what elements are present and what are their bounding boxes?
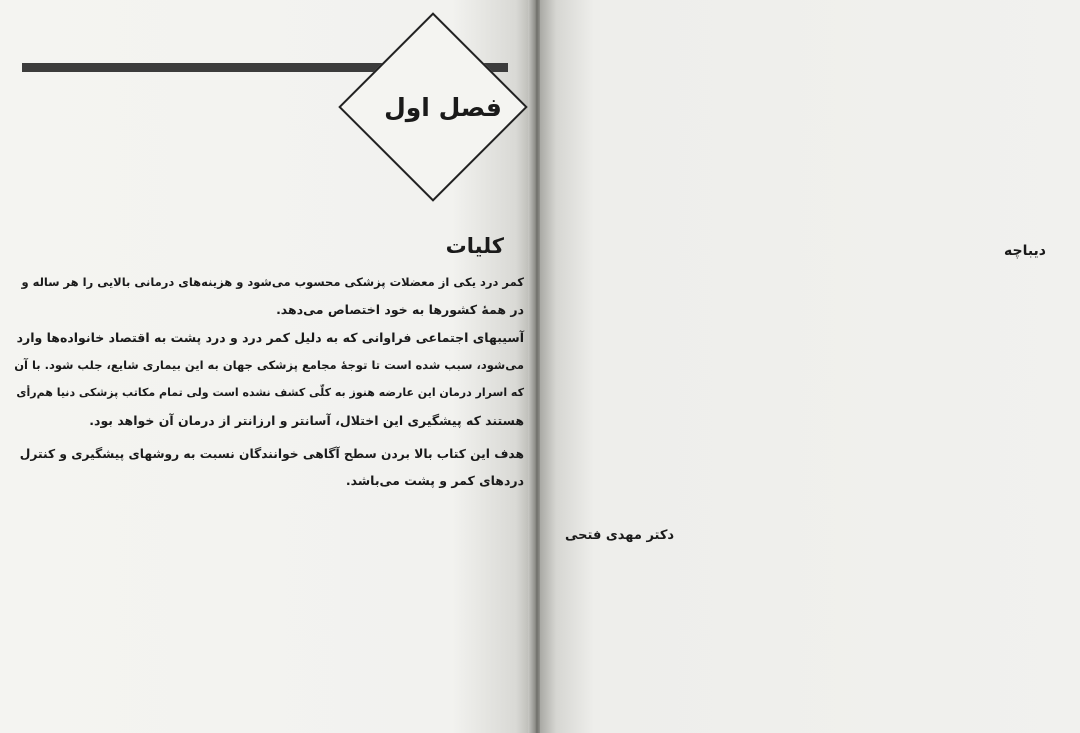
section-title: کلیات <box>445 234 504 258</box>
body-line: در همهٔ کشورها به خود اختصاص می‌دهد. <box>276 302 524 317</box>
body-line: دردهای کمر و پشت می‌باشد. <box>345 473 524 488</box>
body-line: هستند که پیشگیری این اختلال، آسانتر و ارزانتر از درمان آن خواهد بود. <box>89 413 524 428</box>
body-line: هدف این کتاب بالا بردن سطح آگاهی خوانندگان نسبت به روشهای پیشگیری و کنترل <box>19 447 524 461</box>
preface-title: دیباچه <box>1004 243 1046 259</box>
author-signature: دکتر مهدی فتحی <box>565 528 675 543</box>
chapter-title: فصل اول <box>384 93 502 122</box>
body-line: کمر درد یکی از معضلات پزشکی محسوب می‌شود و هزینه‌های درمانی بالایی را هر ساله و <box>21 275 524 289</box>
body-line: که اسرار درمان این عارضه هنوز به کلّی کشف نشده است ولی تمام مکاتب پزشکی دنیا هم‌رأی <box>16 386 524 399</box>
body-line: می‌شود، سبب شده است تا توجهٔ مجامع پزشکی جهان به این بیماری شایع، جلب شود. با آن <box>14 358 524 372</box>
body-line: آسیبهای اجتماعی فراوانی که به دلیل کمر درد و درد پشت به اقتصاد خانواده‌ها وارد <box>16 330 524 345</box>
